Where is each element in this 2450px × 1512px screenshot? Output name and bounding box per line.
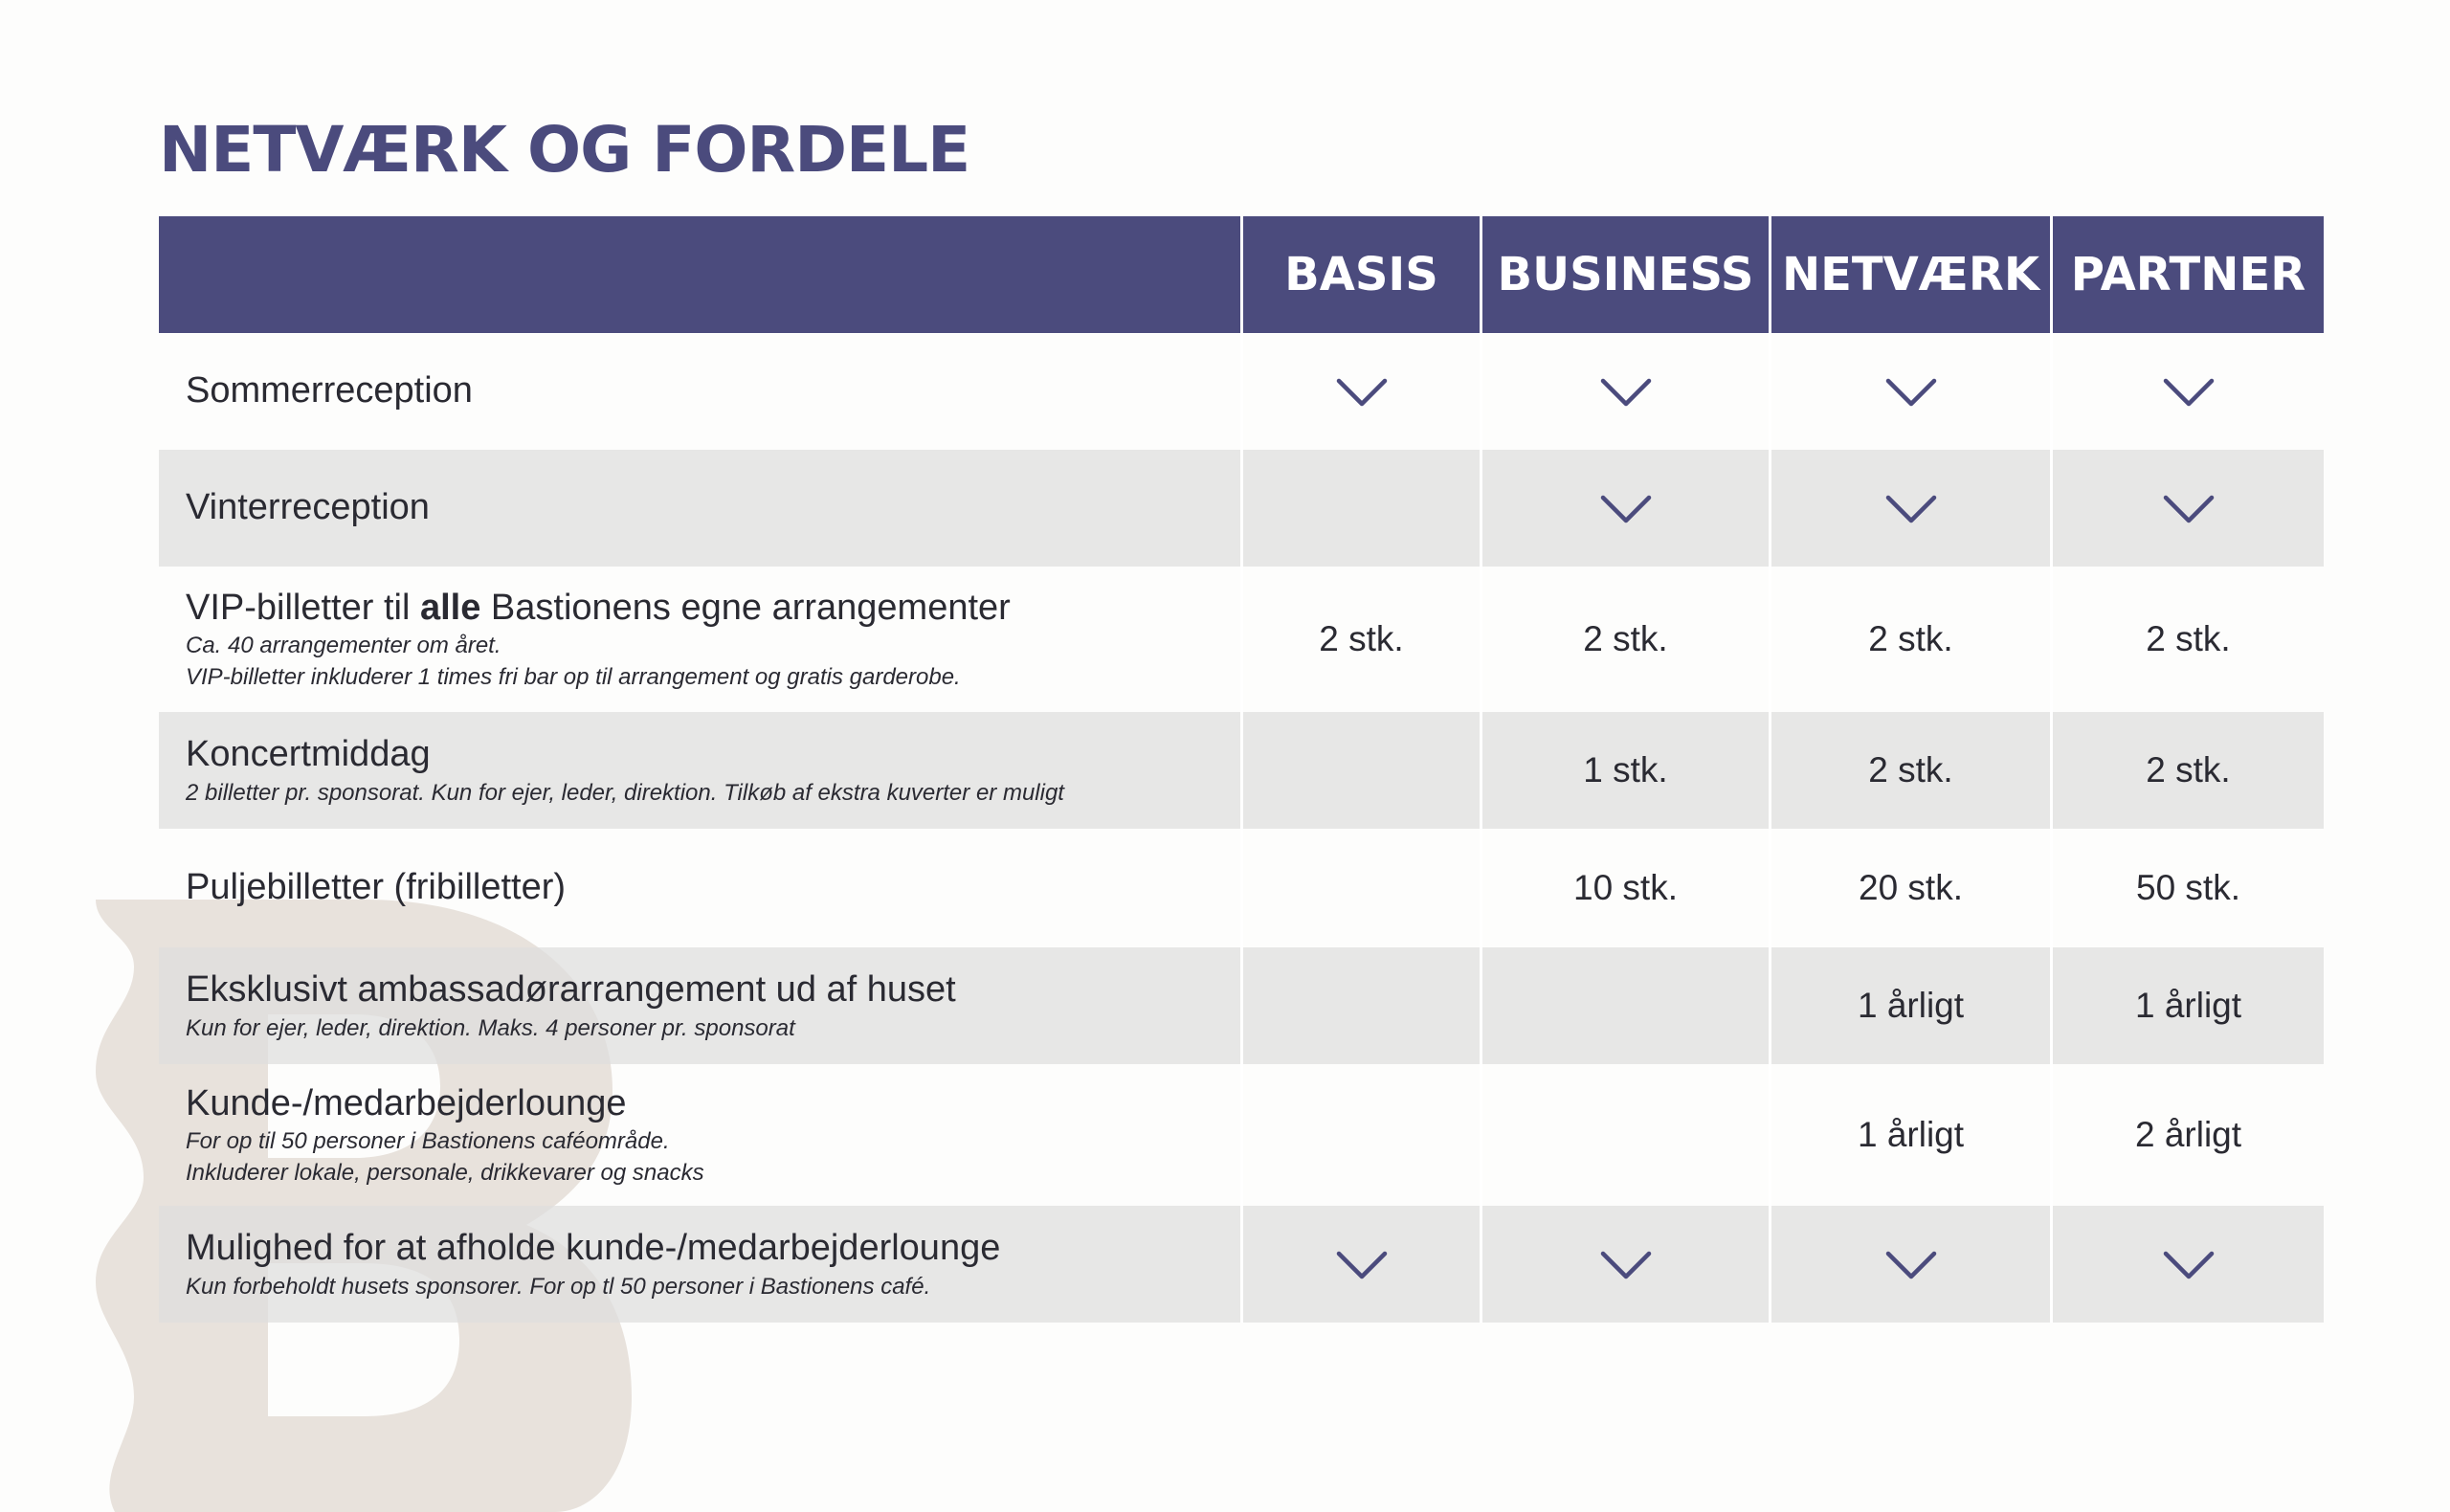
- table-row: [159, 712, 2324, 829]
- value-cell-partner: [2050, 1064, 2324, 1206]
- checkmark-icon: [2050, 450, 2324, 567]
- feature-cell: [159, 1064, 1240, 1206]
- feature-note: VIP-billetter inkluderer 1 times fri bar op til arrangement og gratis garderobe.: [186, 663, 961, 690]
- feature-cell: [159, 567, 1240, 712]
- header-feature-cell: [159, 216, 1240, 333]
- feature-title: Kunde-/medarbejderlounge: [186, 1082, 627, 1123]
- checkmark-icon: [1480, 333, 1769, 450]
- table-row: [159, 829, 2324, 947]
- value-text: 2 stk.: [1868, 619, 1953, 658]
- checkmark-icon: [1769, 1206, 2050, 1323]
- feature-note: For op til 50 personer i Bastionens caféområde.: [186, 1128, 670, 1155]
- value-text: 2 stk.: [2146, 619, 2231, 658]
- feature-note: Kun forbeholdt husets sponsorer. For op tl 50 personer i Bastionens café.: [186, 1273, 931, 1300]
- feature-title-part: Bastionens egne arrangementer: [480, 587, 1011, 628]
- feature-title: Koncertmiddag: [186, 734, 431, 775]
- table-row: [159, 333, 2324, 450]
- feature-note: Inkluderer lokale, personale, drikkevarer og snacks: [186, 1159, 704, 1186]
- value-text: 20 stk.: [1859, 868, 1963, 907]
- feature-cell: [159, 947, 1240, 1064]
- feature-title: Puljebilletter (fribilletter): [186, 867, 567, 908]
- column-header-basis: BASIS: [1240, 216, 1480, 333]
- feature-title: Mulighed for at afholde kunde-/medarbejderlounge: [186, 1228, 1001, 1269]
- value-cell-netvaerk: [1769, 567, 2050, 712]
- value-cell-netvaerk: [1769, 712, 2050, 829]
- table-row: [159, 450, 2324, 567]
- table-row: [159, 1064, 2324, 1206]
- table-body: [159, 333, 2324, 1323]
- checkmark-icon: [2050, 1206, 2324, 1323]
- feature-title: [186, 586, 1011, 632]
- benefits-table: [159, 216, 2324, 1323]
- feature-title: Vinterreception: [186, 487, 430, 528]
- value-text: 2 stk.: [2146, 750, 2231, 789]
- value-text: 50 stk.: [2136, 868, 2240, 907]
- column-header-business: BUSINESS: [1480, 216, 1769, 333]
- value-cell-business: [1480, 829, 1769, 947]
- feature-title: Sommerreception: [186, 370, 473, 411]
- value-text: 2 stk.: [1583, 619, 1668, 658]
- column-header-netvaerk: NETVÆRK: [1769, 216, 2050, 333]
- feature-cell: [159, 450, 1240, 567]
- checkmark-icon: [1240, 1206, 1480, 1323]
- feature-cell: [159, 333, 1240, 450]
- empty-cell-business: [1480, 1064, 1769, 1206]
- value-cell-partner: [2050, 567, 2324, 712]
- empty-cell-basis: [1240, 829, 1480, 947]
- value-text: 1 årligt: [1857, 1115, 1965, 1154]
- feature-note: 2 billetter pr. sponsorat. Kun for ejer, leder, direktion. Tilkøb af ekstra kuverter er muligt: [186, 779, 1064, 806]
- value-text: 2 stk.: [1319, 619, 1404, 658]
- feature-title-emphasis: alle: [419, 587, 481, 628]
- value-cell-business: [1480, 567, 1769, 712]
- value-cell-business: [1480, 712, 1769, 829]
- value-text: 1 stk.: [1583, 750, 1668, 789]
- checkmark-icon: [1769, 450, 2050, 567]
- value-text: 1 årligt: [2134, 986, 2242, 1025]
- empty-cell-basis: [1240, 450, 1480, 567]
- page-title: NETVÆRK OG FORDELE: [159, 113, 970, 187]
- feature-note: Ca. 40 arrangementer om året.: [186, 633, 501, 659]
- empty-cell-basis: [1240, 947, 1480, 1064]
- feature-title: Eksklusivt ambassadørarrangement ud af huset: [186, 969, 956, 1011]
- empty-cell-basis: [1240, 712, 1480, 829]
- table-row: [159, 947, 2324, 1064]
- value-text: 10 stk.: [1573, 868, 1678, 907]
- value-text: 2 årligt: [2134, 1115, 2242, 1154]
- empty-cell-business: [1480, 947, 1769, 1064]
- column-header-partner: PARTNER: [2050, 216, 2324, 333]
- value-cell-basis: [1240, 567, 1480, 712]
- checkmark-icon: [1769, 333, 2050, 450]
- checkmark-icon: [1480, 1206, 1769, 1323]
- value-cell-netvaerk: [1769, 947, 2050, 1064]
- table-header-row: [159, 216, 2324, 333]
- feature-note: Kun for ejer, leder, direktion. Maks. 4 personer pr. sponsorat: [186, 1014, 795, 1041]
- checkmark-icon: [1240, 333, 1480, 450]
- value-text: 2 stk.: [1868, 750, 1953, 789]
- feature-cell: [159, 712, 1240, 829]
- value-cell-netvaerk: [1769, 1064, 2050, 1206]
- checkmark-icon: [1480, 450, 1769, 567]
- value-cell-partner: [2050, 829, 2324, 947]
- value-cell-partner: [2050, 947, 2324, 1064]
- feature-title-part: VIP-billetter til: [186, 587, 420, 628]
- value-cell-partner: [2050, 712, 2324, 829]
- value-cell-netvaerk: [1769, 829, 2050, 947]
- feature-cell: [159, 829, 1240, 947]
- value-text: 1 årligt: [1857, 986, 1965, 1025]
- feature-cell: [159, 1206, 1240, 1323]
- empty-cell-basis: [1240, 1064, 1480, 1206]
- checkmark-icon: [2050, 333, 2324, 450]
- table-row: [159, 567, 2324, 712]
- table-row: [159, 1206, 2324, 1323]
